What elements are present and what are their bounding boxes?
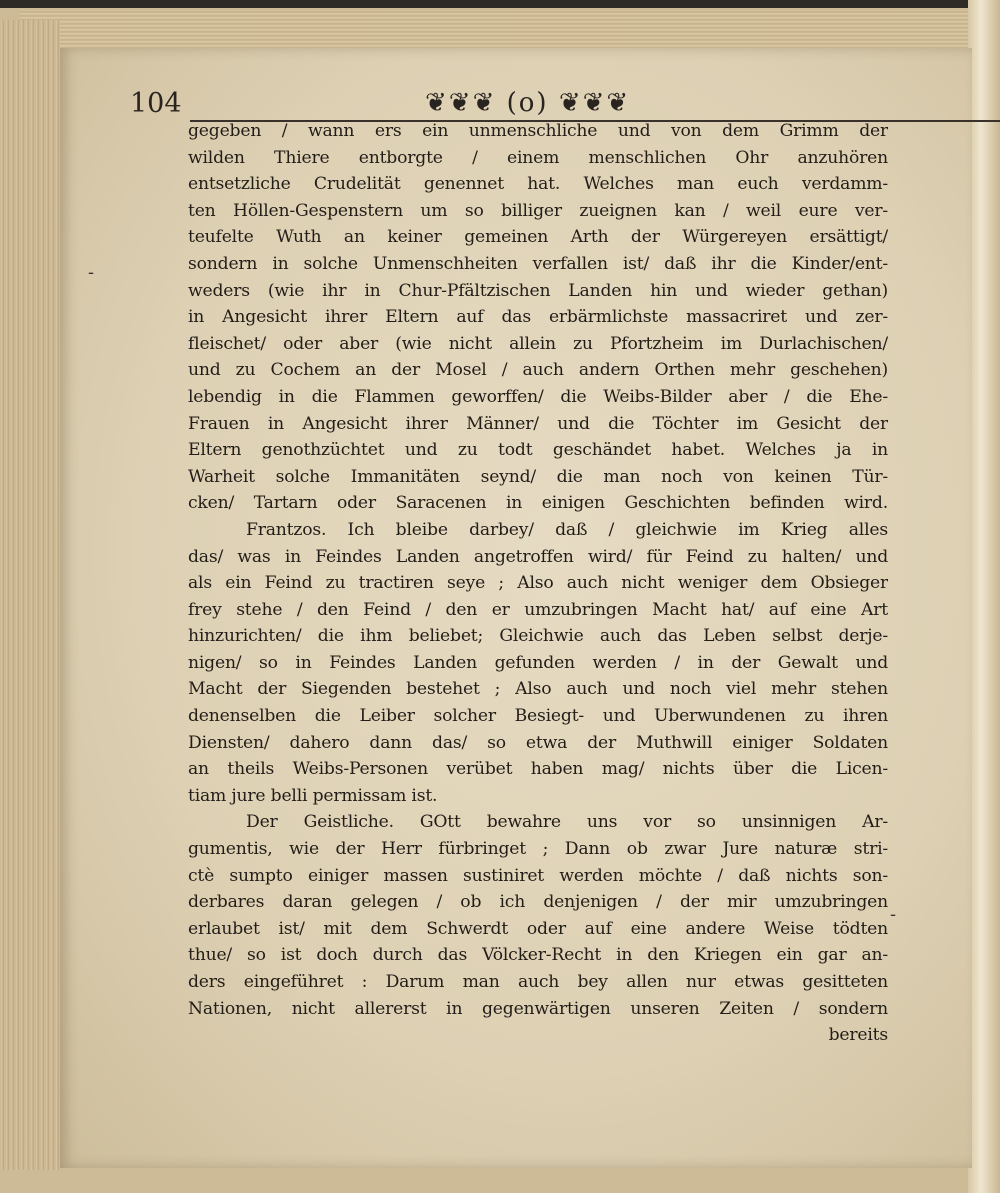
text-line: thue/ so ist doch durch das Völcker-Recht in den Kriegen ein gar an- (188, 945, 888, 966)
text-line: teufelte Wuth an keiner gemeinen Arth der Würgereyen ersättigt/ (188, 227, 888, 248)
page-number: 104 (130, 88, 182, 119)
text-line: das/ was in Feindes Landen angetroffen wird/ für Feind zu halten/ und (188, 546, 888, 567)
text-line: frey stehe / den Feind / den er umzubringen Macht hat/ auf eine Art (188, 599, 888, 620)
margin-mark: - (890, 904, 897, 925)
body-text (188, 118, 888, 1049)
text-line: sondern in solche Unmenschheiten verfallen ist/ daß ihr die Kinder/ent- (188, 253, 888, 274)
page-edges-top (20, 10, 980, 50)
text-line: ten Höllen-Gespenstern um so billiger zueignen kan / weil eure ver- (188, 200, 888, 221)
header-ornament: ❦❦❦ (o) ❦❦❦ (425, 88, 631, 118)
page-header (120, 50, 880, 119)
text-line: tiam jure belli permissam ist. (188, 785, 438, 806)
text-line: Frauen in Angesicht ihrer Männer/ und die Töchter im Gesicht der (188, 413, 888, 434)
text-line: gegeben / wann ers ein unmenschliche und von dem Grimm der (188, 121, 888, 141)
speaker-line: Frantzos. Ich bleibe darbey/ daß / gleichwie im Krieg alles (246, 519, 888, 540)
text-line: wilden Thiere entborgte / einem menschlichen Ohr anzuhören (188, 147, 888, 168)
text-line: lebendig in die Flammen geworffen/ die Weibs-Bilder aber / die Ehe- (188, 386, 888, 407)
text-line: Warheit solche Immanitäten seynd/ die man noch von keinen Tür- (188, 466, 888, 487)
text-line: Nationen, nicht allererst in gegenwärtigen unseren Zeiten / sondern (188, 998, 888, 1019)
text-line: weders (wie ihr in Chur-Pfältzischen Landen hin und wieder gethan) (188, 280, 888, 301)
text-line: derbares daran gelegen / ob ich denjenigen / der mir umzubringen (188, 892, 888, 913)
text-line: Macht der Siegenden bestehet ; Also auch und noch viel mehr stehen (188, 679, 888, 700)
catchword: bereits (828, 1025, 888, 1046)
text-line: Diensten/ dahero dann das/ so etwa der Muthwill einiger Soldaten (188, 732, 888, 753)
text-line: als ein Feind zu tractiren seye ; Also auch nicht weniger dem Obsieger (188, 573, 888, 594)
text-line: gumentis, wie der Herr fürbringet ; Dann ob zwar Jure naturæ stri- (188, 839, 888, 860)
text-line: nigen/ so in Feindes Landen gefunden werden / in der Gewalt und (188, 652, 888, 673)
text-line: und zu Cochem an der Mosel / auch andern Orthen mehr geschehen) (188, 360, 888, 381)
text-line: cken/ Tartarn oder Saracenen in einigen Geschichten befinden wird. (188, 493, 888, 514)
margin-mark: - (88, 262, 95, 283)
text-line: fleischet/ oder aber (wie nicht allein zu Pfortzheim im Durlachischen/ (188, 333, 888, 354)
text-line: denenselben die Leiber solcher Besiegt- und Uberwundenen zu ihren (188, 706, 888, 727)
speaker-line: Der Geistliche. GOtt bewahre uns vor so unsinnigen Ar- (246, 812, 888, 833)
text-line: hinzurichten/ die ihm beliebet; Gleichwie auch das Leben selbst derje- (188, 626, 888, 647)
text-line: ctè sumpto einiger massen sustiniret werden möchte / daß nichts son- (188, 865, 888, 886)
text-line: an theils Weibs-Personen verübet haben mag/ nichts über die Licen- (188, 759, 888, 780)
text-line: erlaubet ist/ mit dem Schwerdt oder auf eine andere Weise tödten (188, 918, 888, 939)
text-line: in Angesicht ihrer Eltern auf das erbärmlichste massacriret und zer- (188, 307, 888, 328)
page-edge-right (968, 0, 1000, 1193)
text-line: entsetzliche Crudelität genennet hat. Welches man euch verdamm- (188, 174, 888, 195)
text-line: Eltern genothzüchtet und zu todt geschändet habet. Welches ja in (188, 440, 888, 461)
page-edges-left (0, 20, 60, 1170)
text-line: ders eingeführet : Darum man auch bey allen nur etwas gesitteten (188, 972, 888, 992)
